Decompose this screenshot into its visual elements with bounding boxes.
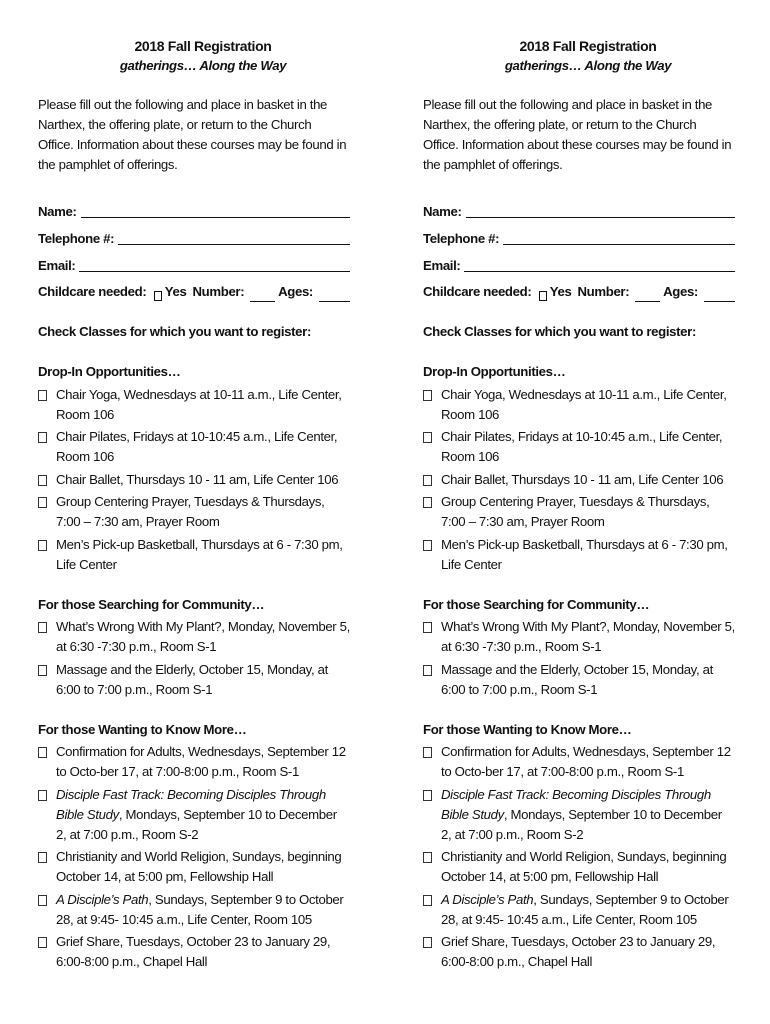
class-option[interactable]	[423, 492, 735, 532]
email-input-line[interactable]	[464, 271, 735, 272]
childcare-label: Childcare needed:	[423, 284, 532, 299]
class-checkbox[interactable]	[423, 937, 432, 948]
contact-fields	[38, 195, 350, 302]
ages-label: Ages:	[278, 284, 313, 299]
class-option[interactable]	[38, 890, 350, 930]
childcare-yes-checkbox[interactable]	[154, 291, 161, 301]
ages-input-line[interactable]	[319, 289, 350, 302]
contact-fields	[423, 195, 735, 302]
class-checkbox[interactable]	[38, 390, 47, 401]
class-checkbox[interactable]	[423, 895, 432, 906]
class-checkbox[interactable]	[423, 540, 432, 551]
class-description: Chair Yoga, Wednesdays at 10-11 a.m., Life Center, Room 106	[441, 386, 727, 422]
section-heading: For those Wanting to Know More…	[38, 721, 247, 737]
class-option[interactable]	[423, 742, 735, 782]
class-description: Chair Ballet, Thursdays 10 - 11 am, Life Center 106	[441, 471, 724, 487]
class-option[interactable]	[38, 847, 350, 887]
class-checkbox[interactable]	[423, 747, 432, 758]
class-checkbox[interactable]	[38, 665, 47, 676]
section-heading: For those Searching for Community…	[423, 596, 650, 612]
email-field[interactable]	[423, 249, 735, 276]
class-description: Men’s Pick-up Basketball, Thursdays at 6 - 7:30 pm, Life Center	[441, 536, 728, 572]
yes-label: Yes	[164, 284, 187, 299]
class-title-italic: A Disciple’s Path	[441, 891, 534, 907]
class-description: , Sundays, September 9 to October 28, at 9:45- 10:45 a.m., Life Center, Room 105	[441, 891, 729, 927]
form-title: 2018 Fall Registration	[134, 38, 272, 54]
name-label: Name:	[423, 204, 462, 219]
telephone-field[interactable]	[38, 222, 350, 249]
class-checkbox[interactable]	[38, 895, 47, 906]
form-subtitle: gatherings… Along the Way	[504, 58, 672, 73]
class-checkbox[interactable]	[423, 622, 432, 633]
class-description: Chair Pilates, Fridays at 10-10:45 a.m., Life Center, Room 106	[441, 429, 723, 464]
class-checkbox[interactable]	[38, 937, 47, 948]
name-label: Name:	[38, 204, 77, 219]
class-option[interactable]	[38, 660, 350, 700]
class-option[interactable]	[423, 847, 735, 887]
class-option[interactable]	[423, 785, 735, 845]
class-checkbox[interactable]	[38, 747, 47, 758]
telephone-input-line[interactable]	[503, 244, 735, 245]
class-option[interactable]	[423, 427, 735, 467]
yes-label: Yes	[549, 284, 572, 299]
class-description: , Mondays, September 10 to December 2, at 7:00 p.m., Room S-2	[56, 806, 337, 842]
class-checkbox[interactable]	[38, 852, 47, 863]
telephone-field[interactable]	[423, 222, 735, 249]
class-description: Grief Share, Tuesdays, October 23 to January 29, 6:00-8:00 p.m., Chapel Hall	[56, 934, 331, 969]
number-label: Number:	[577, 284, 630, 299]
class-description: Christianity and World Religion, Sundays, beginning October 14, at 5:00 pm, Fellowship Hall	[56, 849, 342, 884]
registration-form-left	[38, 36, 350, 972]
telephone-input-line[interactable]	[118, 244, 350, 245]
class-sections	[38, 362, 350, 972]
number-input-line[interactable]	[250, 289, 275, 302]
class-checkbox[interactable]	[38, 475, 47, 486]
class-description: Group Centering Prayer, Tuesdays & Thursdays, 7:00 – 7:30 am, Prayer Room	[441, 494, 710, 529]
form-intro: Please fill out the following and place in basket in the Narthex, the offering plate, or return to the Church Office. Information about these courses may be found in the pamphlet of offerings.	[38, 97, 347, 172]
email-input-line[interactable]	[79, 271, 350, 272]
name-input-line[interactable]	[81, 217, 350, 218]
class-option[interactable]	[38, 385, 350, 425]
name-field[interactable]	[38, 195, 350, 222]
class-option[interactable]	[38, 492, 350, 532]
class-option[interactable]	[38, 932, 350, 972]
class-option[interactable]	[38, 427, 350, 467]
class-checkbox[interactable]	[38, 432, 47, 443]
class-description: Group Centering Prayer, Tuesdays & Thursdays, 7:00 – 7:30 am, Prayer Room	[56, 494, 325, 529]
class-option[interactable]	[423, 535, 735, 575]
section-heading: For those Wanting to Know More…	[423, 721, 632, 737]
ages-input-line[interactable]	[704, 289, 735, 302]
name-field[interactable]	[423, 195, 735, 222]
telephone-label: Telephone #:	[38, 231, 115, 246]
class-description: Confirmation for Adults, Wednesdays, September 12 to Octo-ber 17, at 7:00-8:00 p.m., Room S-1	[56, 744, 346, 779]
class-description: Confirmation for Adults, Wednesdays, September 12 to Octo-ber 17, at 7:00-8:00 p.m., Room S-1	[441, 744, 731, 779]
class-title-italic: A Disciple’s Path	[56, 891, 149, 907]
form-subtitle: gatherings… Along the Way	[119, 58, 287, 73]
class-description: Christianity and World Religion, Sundays, beginning October 14, at 5:00 pm, Fellowship Hall	[441, 849, 727, 884]
class-option[interactable]	[423, 470, 735, 490]
name-input-line[interactable]	[466, 217, 735, 218]
childcare-field	[38, 276, 350, 302]
childcare-label: Childcare needed:	[38, 284, 147, 299]
check-classes-heading: Check Classes for which you want to register:	[423, 324, 696, 339]
number-label: Number:	[192, 284, 245, 299]
class-checkbox[interactable]	[38, 540, 47, 551]
class-description: Chair Yoga, Wednesdays at 10-11 a.m., Life Center, Room 106	[56, 386, 342, 422]
class-checkbox[interactable]	[423, 390, 432, 401]
class-option[interactable]	[38, 535, 350, 575]
class-title-italic: Disciple Fast Track: Becoming Disciples Through Bible Study	[441, 786, 711, 822]
class-option[interactable]	[423, 385, 735, 425]
email-label: Email:	[423, 258, 461, 273]
class-sections	[423, 362, 735, 972]
registration-form-right	[423, 36, 735, 972]
class-title-italic: Disciple Fast Track: Becoming Disciples Through Bible Study	[56, 786, 326, 822]
childcare-field	[423, 276, 735, 302]
telephone-label: Telephone #:	[423, 231, 500, 246]
number-input-line[interactable]	[635, 289, 660, 302]
class-checkbox[interactable]	[38, 790, 47, 801]
class-description: Grief Share, Tuesdays, October 23 to January 29, 6:00-8:00 p.m., Chapel Hall	[441, 934, 716, 969]
class-description: What’s Wrong With My Plant?, Monday, November 5, at 6:30 -7:30 p.m., Room S-1	[56, 619, 350, 654]
class-description: , Mondays, September 10 to December 2, at 7:00 p.m., Room S-2	[441, 806, 722, 842]
section-heading: For those Searching for Community…	[38, 596, 265, 612]
class-option[interactable]	[423, 890, 735, 930]
form-intro: Please fill out the following and place in basket in the Narthex, the offering plate, or return to the Church Office. Information about these courses may be found in the pamphlet of offerings.	[423, 97, 732, 172]
section-heading: Drop-In Opportunities…	[38, 364, 181, 379]
class-checkbox[interactable]	[38, 622, 47, 633]
class-description: Men’s Pick-up Basketball, Thursdays at 6 - 7:30 pm, Life Center	[56, 536, 343, 572]
class-description: , Sundays, September 9 to October 28, at 9:45- 10:45 a.m., Life Center, Room 105	[56, 891, 344, 927]
class-option[interactable]	[38, 785, 350, 845]
class-option[interactable]	[38, 470, 350, 490]
class-description: Massage and the Elderly, October 15, Monday, at 6:00 to 7:00 p.m., Room S-1	[56, 661, 328, 697]
class-checkbox[interactable]	[423, 852, 432, 863]
childcare-yes-checkbox[interactable]	[539, 291, 546, 301]
form-title: 2018 Fall Registration	[519, 38, 657, 54]
class-checkbox[interactable]	[38, 497, 47, 508]
class-checkbox[interactable]	[423, 475, 432, 486]
class-description: What’s Wrong With My Plant?, Monday, November 5, at 6:30 -7:30 p.m., Room S-1	[441, 619, 735, 654]
class-checkbox[interactable]	[423, 790, 432, 801]
class-option[interactable]	[423, 660, 735, 700]
class-checkbox[interactable]	[423, 497, 432, 508]
class-option[interactable]	[423, 617, 735, 657]
ages-label: Ages:	[663, 284, 698, 299]
check-classes-heading: Check Classes for which you want to register:	[38, 324, 311, 339]
class-description: Chair Ballet, Thursdays 10 - 11 am, Life Center 106	[56, 471, 339, 487]
class-option[interactable]	[38, 742, 350, 782]
class-option[interactable]	[423, 932, 735, 972]
class-checkbox[interactable]	[423, 432, 432, 443]
section-heading: Drop-In Opportunities…	[423, 364, 566, 379]
email-field[interactable]	[38, 249, 350, 276]
class-description: Chair Pilates, Fridays at 10-10:45 a.m., Life Center, Room 106	[56, 429, 338, 464]
email-label: Email:	[38, 258, 76, 273]
class-description: Massage and the Elderly, October 15, Monday, at 6:00 to 7:00 p.m., Room S-1	[441, 661, 713, 697]
class-checkbox[interactable]	[423, 665, 432, 676]
class-option[interactable]	[38, 617, 350, 657]
